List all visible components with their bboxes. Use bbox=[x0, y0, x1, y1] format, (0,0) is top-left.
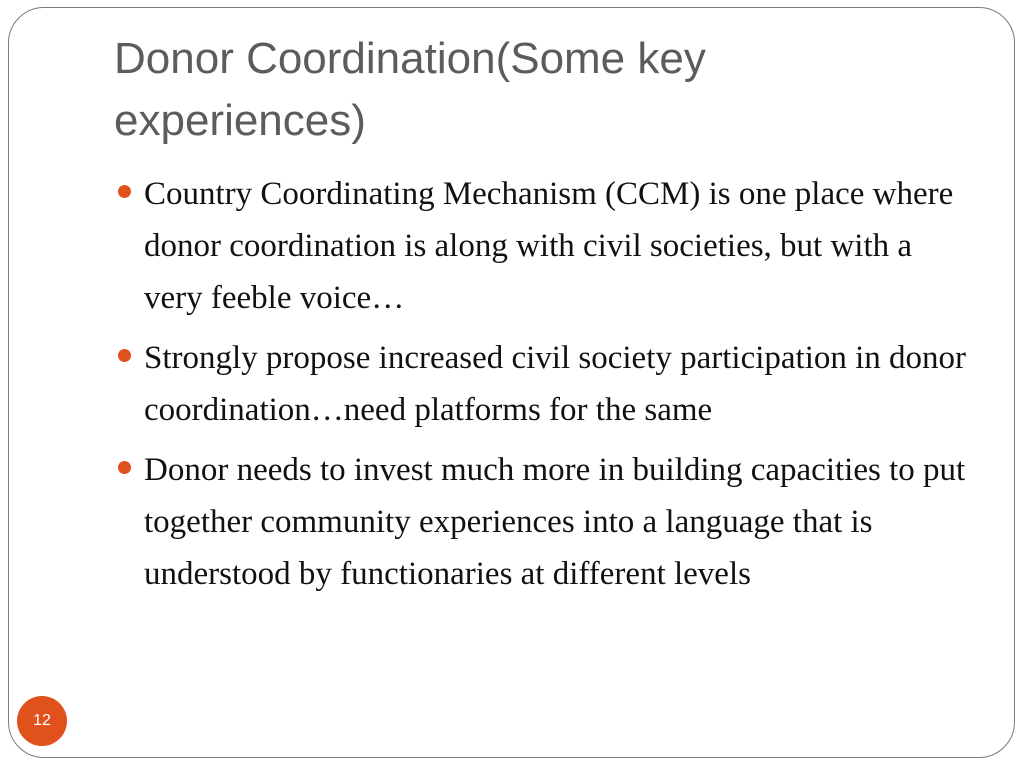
bullet-list bbox=[114, 168, 974, 608]
page-number: 12 bbox=[33, 712, 51, 729]
bullet-item bbox=[114, 444, 974, 600]
bullet-text: Strongly propose increased civil society participation in donor coordination…need platforms for the same bbox=[144, 340, 967, 428]
slide-title: Donor Coordination(Some key experiences) bbox=[114, 34, 706, 145]
bullet-text: Donor needs to invest much more in building capacities to put together community experiences into a language that is understood by functionaries at different levels bbox=[144, 452, 966, 592]
bullet-dot-icon bbox=[118, 185, 131, 198]
bullet-dot-icon bbox=[118, 461, 131, 474]
bullet-dot-icon bbox=[118, 349, 131, 362]
bullet-item bbox=[114, 332, 974, 436]
bullet-text: Country Coordinating Mechanism (CCM) is one place where donor coordination is along with civil societies, but with a very feeble voice… bbox=[144, 176, 954, 316]
page-number-badge bbox=[17, 696, 67, 746]
bullet-item bbox=[114, 168, 974, 324]
